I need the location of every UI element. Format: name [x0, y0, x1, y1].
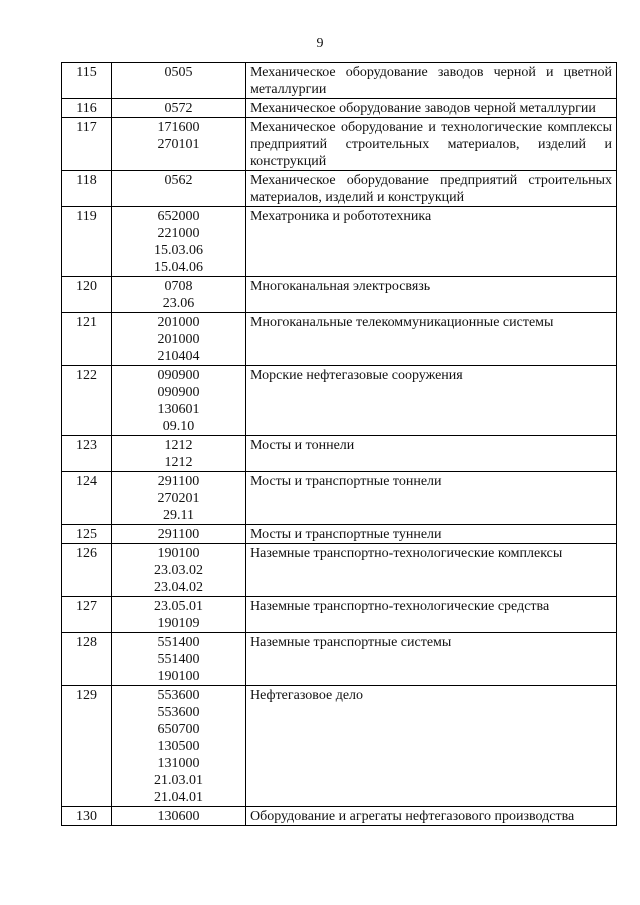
specialty-code: 270201 [157, 491, 200, 506]
specialty-codes [112, 63, 246, 99]
specialty-code: 190100 [157, 546, 200, 561]
specialty-code: 130601 [157, 402, 200, 417]
specialty-code: 0562 [164, 173, 193, 188]
specialty-code: 1212 [164, 438, 193, 453]
table-row [62, 544, 617, 597]
specialty-code: 09.10 [162, 419, 195, 434]
specialty-codes [112, 472, 246, 525]
specialty-code: 270101 [157, 137, 200, 152]
page-number: 9 [316, 36, 324, 51]
specialties-table [61, 62, 617, 826]
specialty-code: 29.11 [163, 508, 194, 523]
row-number: 127 [62, 597, 112, 633]
specialty-name: Механическое оборудование заводов черной и цветной металлургии [246, 63, 617, 99]
table-row [62, 277, 617, 313]
specialty-code: 291100 [157, 474, 200, 489]
row-number: 119 [62, 207, 112, 277]
specialty-name: Наземные транспортно-технологические комплексы [246, 544, 617, 597]
specialty-name: Морские нефтегазовые сооружения [246, 366, 617, 436]
specialty-code: 0505 [164, 65, 193, 80]
specialty-name: Многоканальные телекоммуникационные системы [246, 313, 617, 366]
specialty-codes [112, 171, 246, 207]
table-row [62, 436, 617, 472]
specialty-name: Механическое оборудование и технологические комплексы предприятий строительных материалов, изделий и конструкций [246, 118, 617, 171]
specialty-codes [112, 277, 246, 313]
specialty-code: 553600 [157, 705, 200, 720]
row-number: 130 [62, 807, 112, 826]
specialty-code: 21.03.01 [154, 773, 203, 788]
specialty-code: 23.05.01 [154, 599, 203, 614]
row-number: 129 [62, 686, 112, 807]
row-number: 125 [62, 525, 112, 544]
table-row [62, 633, 617, 686]
row-number: 118 [62, 171, 112, 207]
specialty-code: 190109 [157, 616, 200, 631]
specialty-code: 23.04.02 [154, 580, 203, 595]
row-number: 123 [62, 436, 112, 472]
table-row [62, 99, 617, 118]
specialty-code: 221000 [157, 226, 200, 241]
specialty-code: 551400 [157, 652, 200, 667]
table-row [62, 686, 617, 807]
row-number: 120 [62, 277, 112, 313]
specialties-table-body [62, 63, 617, 826]
specialty-code: 090900 [157, 368, 200, 383]
table-row [62, 171, 617, 207]
specialty-code: 201000 [157, 332, 200, 347]
specialty-code: 15.03.06 [154, 243, 203, 258]
specialty-name: Механическое оборудование предприятий строительных материалов, изделий и конструкций [246, 171, 617, 207]
specialty-codes [112, 366, 246, 436]
table-row [62, 313, 617, 366]
specialty-code: 131000 [157, 756, 200, 771]
specialty-code: 23.06 [162, 296, 195, 311]
specialty-code: 23.03.02 [154, 563, 203, 578]
specialty-name: Нефтегазовое дело [246, 686, 617, 807]
table-row [62, 118, 617, 171]
row-number: 121 [62, 313, 112, 366]
specialty-code: 130600 [157, 809, 200, 824]
table-row [62, 63, 617, 99]
specialty-name: Оборудование и агрегаты нефтегазового производства [246, 807, 617, 826]
specialty-name: Наземные транспортно-технологические средства [246, 597, 617, 633]
row-number: 124 [62, 472, 112, 525]
row-number: 128 [62, 633, 112, 686]
row-number: 117 [62, 118, 112, 171]
table-row [62, 366, 617, 436]
row-number: 116 [62, 99, 112, 118]
specialty-codes [112, 207, 246, 277]
specialty-codes [112, 436, 246, 472]
specialty-code: 650700 [157, 722, 200, 737]
specialty-code: 15.04.06 [154, 260, 203, 275]
specialty-code: 171600 [157, 120, 200, 135]
specialty-codes [112, 99, 246, 118]
row-number: 126 [62, 544, 112, 597]
specialty-code: 0708 [164, 279, 193, 294]
specialty-name: Мосты и тоннели [246, 436, 617, 472]
table-row [62, 807, 617, 826]
specialty-name: Мехатроника и робототехника [246, 207, 617, 277]
specialty-code: 130500 [157, 739, 200, 754]
specialty-name: Наземные транспортные системы [246, 633, 617, 686]
specialty-code: 190100 [157, 669, 200, 684]
specialty-codes [112, 313, 246, 366]
table-row [62, 472, 617, 525]
specialty-code: 201000 [157, 315, 200, 330]
table-row [62, 597, 617, 633]
specialty-name: Мосты и транспортные туннели [246, 525, 617, 544]
row-number: 115 [62, 63, 112, 99]
specialty-code: 090900 [157, 385, 200, 400]
specialty-code: 652000 [157, 209, 200, 224]
specialty-code: 0572 [164, 101, 193, 116]
specialty-code: 553600 [157, 688, 200, 703]
specialty-code: 551400 [157, 635, 200, 650]
specialty-codes [112, 633, 246, 686]
table-row [62, 525, 617, 544]
specialty-code: 1212 [164, 455, 193, 470]
specialty-code: 210404 [157, 349, 200, 364]
specialty-code: 21.04.01 [154, 790, 203, 805]
specialty-codes [112, 597, 246, 633]
specialty-code: 291100 [157, 527, 200, 542]
specialty-name: Многоканальная электросвязь [246, 277, 617, 313]
specialty-codes [112, 118, 246, 171]
specialty-name: Механическое оборудование заводов черной металлургии [246, 99, 617, 118]
specialty-name: Мосты и транспортные тоннели [246, 472, 617, 525]
specialty-codes [112, 807, 246, 826]
specialty-codes [112, 544, 246, 597]
specialty-codes [112, 525, 246, 544]
row-number: 122 [62, 366, 112, 436]
specialty-codes [112, 686, 246, 807]
table-row [62, 207, 617, 277]
